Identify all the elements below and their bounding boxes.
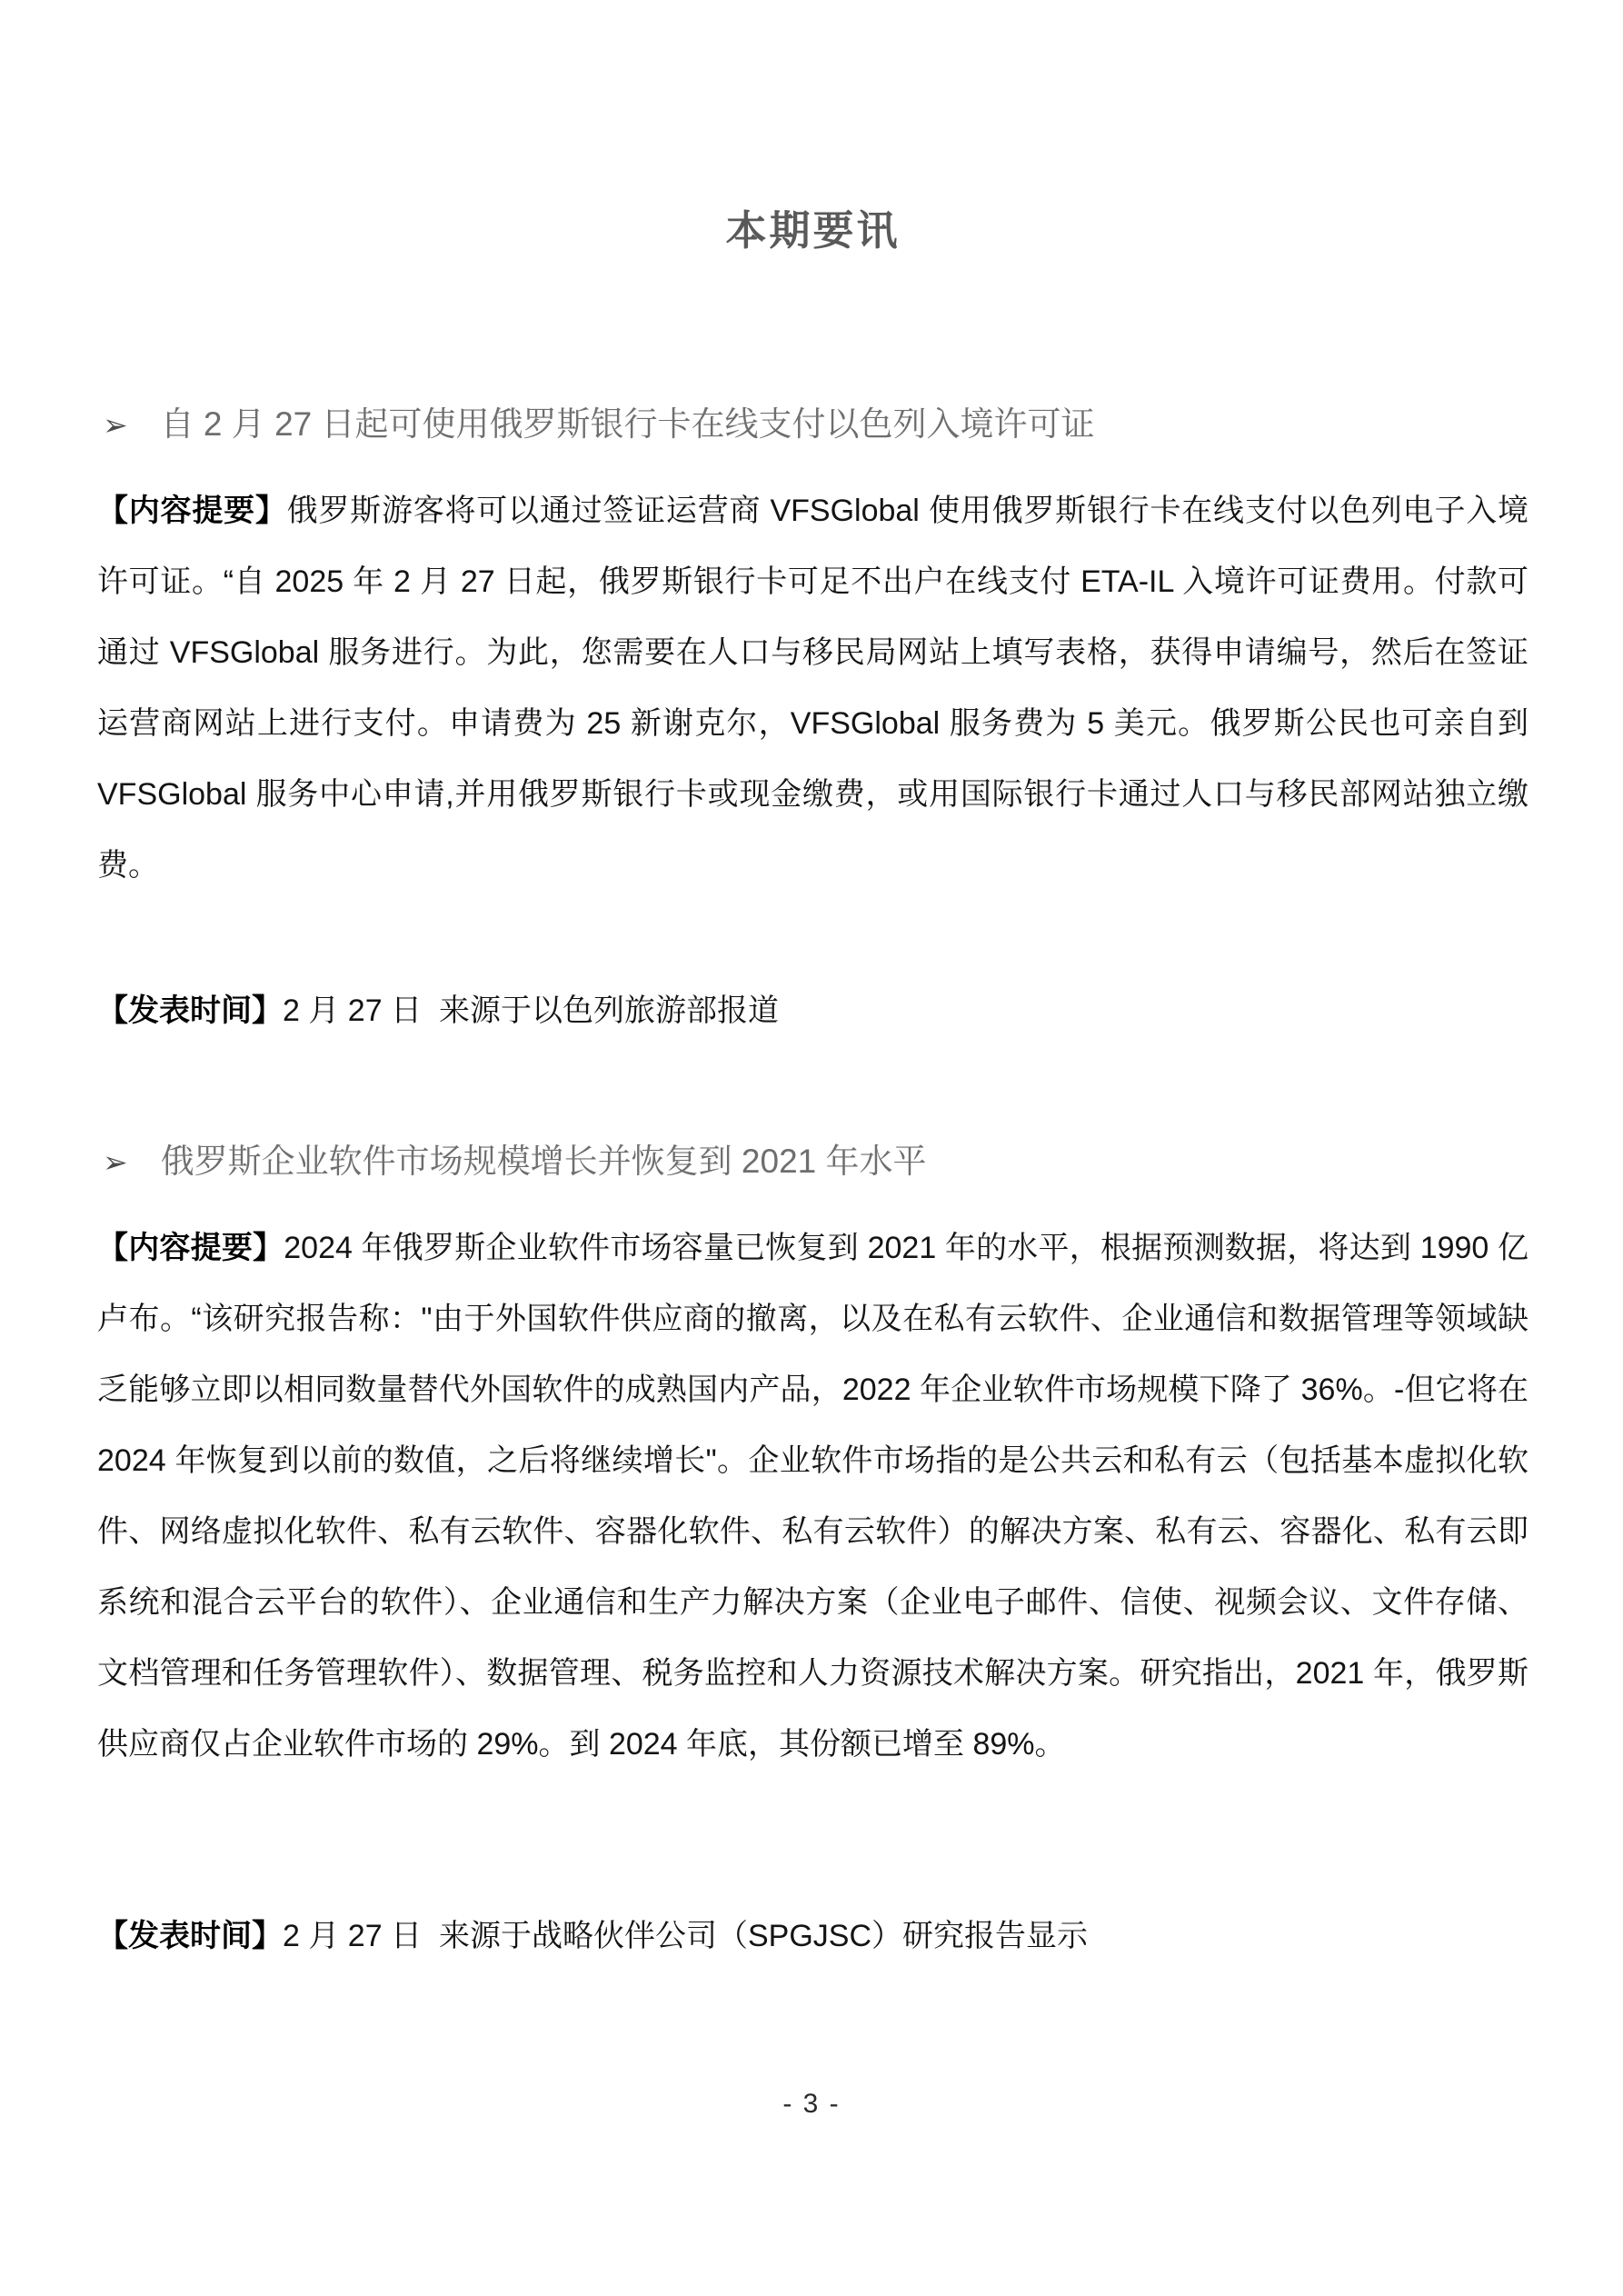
section-1-publish-line — [97, 975, 1528, 1046]
section-2-summary-paragraph — [97, 1213, 1528, 1780]
section-2-heading-text: 俄罗斯企业软件市场规模增长并恢复到 2021 年水平 — [160, 1143, 927, 1180]
section-2-publish-line — [97, 1901, 1528, 1972]
news-section-software-market — [97, 1140, 1528, 1972]
publish-label: 【发表时间】 — [97, 993, 283, 1028]
summary-label: 【内容提要】 — [97, 1231, 284, 1265]
publish-text: 2 月 27 日 来源于以色列旅游部报道 — [283, 993, 779, 1028]
section-1-summary-paragraph — [97, 475, 1528, 901]
publish-text: 2 月 27 日 来源于战略伙伴公司（SPGJSC）研究报告显示 — [283, 1919, 1088, 1953]
summary-text: 俄罗斯游客将可以通过签证运营商 VFSGlobal 使用俄罗斯银行卡在线支付以色列电子入境许可证。“自 2025 年 2 月 27 日起，俄罗斯银行卡可足不出户在线支付 ETA-IL 入境许可证费用。付款可通过 VFSGlobal 服务进行。为此，您需要在人口与移民局网站上填写表格，获得申请编号，然后在签证运营商网站上进行支付。申请费为 25 新谢克尔，VFSGlobal 服务费为 5 美元。俄罗斯公民也可亲自到 VFSGlobal 服务中心申请,并用俄罗斯银行卡或现金缴费，或用国际银行卡通过人口与移民部网站独立缴费。 — [97, 494, 1528, 883]
page-title: 本期要讯 — [725, 207, 901, 254]
summary-text: 2024 年俄罗斯企业软件市场容量已恢复到 2021 年的水平，根据预测数据，将达到 1990 亿卢布。“该研究报告称："由于外国软件供应商的撤离，以及在私有云软件、企业通信和数据管理等领域缺乏能够立即以相同数量替代外国软件的成熟国内产品，2022 年企业软件市场规模下降了 36%。-但它将在 2024 年恢复到以前的数值，之后将继续增长"。企业软件市场指的是公共云和私有云（包括基本虚拟化软件、网络虚拟化软件、私有云软件、容器化软件、私有云软件）的解决方案、私有云、容器化、私有云即系统和混合云平台的软件）、企业通信和生产力解决方案（企业电子邮件、信使、视频会议、文件存储、文档管理和任务管理软件）、数据管理、税务监控和人力资源技术解决方案。研究指出，2021 年，俄罗斯供应商仅占企业软件市场的 29%。到 2024 年底，其份额已增至 89%。 — [97, 1231, 1528, 1762]
section-1-heading — [103, 403, 1528, 447]
publish-label: 【发表时间】 — [97, 1919, 283, 1953]
arrow-bullet-icon: ➢ — [103, 408, 128, 442]
page-number: - 3 - — [782, 2089, 841, 2119]
summary-label: 【内容提要】 — [97, 494, 287, 528]
section-1-heading-text: 自 2 月 27 日起可使用俄罗斯银行卡在线支付以色列入境许可证 — [160, 405, 1095, 443]
section-2-heading — [103, 1140, 1528, 1184]
news-section-visa — [97, 403, 1528, 1046]
arrow-bullet-icon: ➢ — [103, 1145, 128, 1179]
